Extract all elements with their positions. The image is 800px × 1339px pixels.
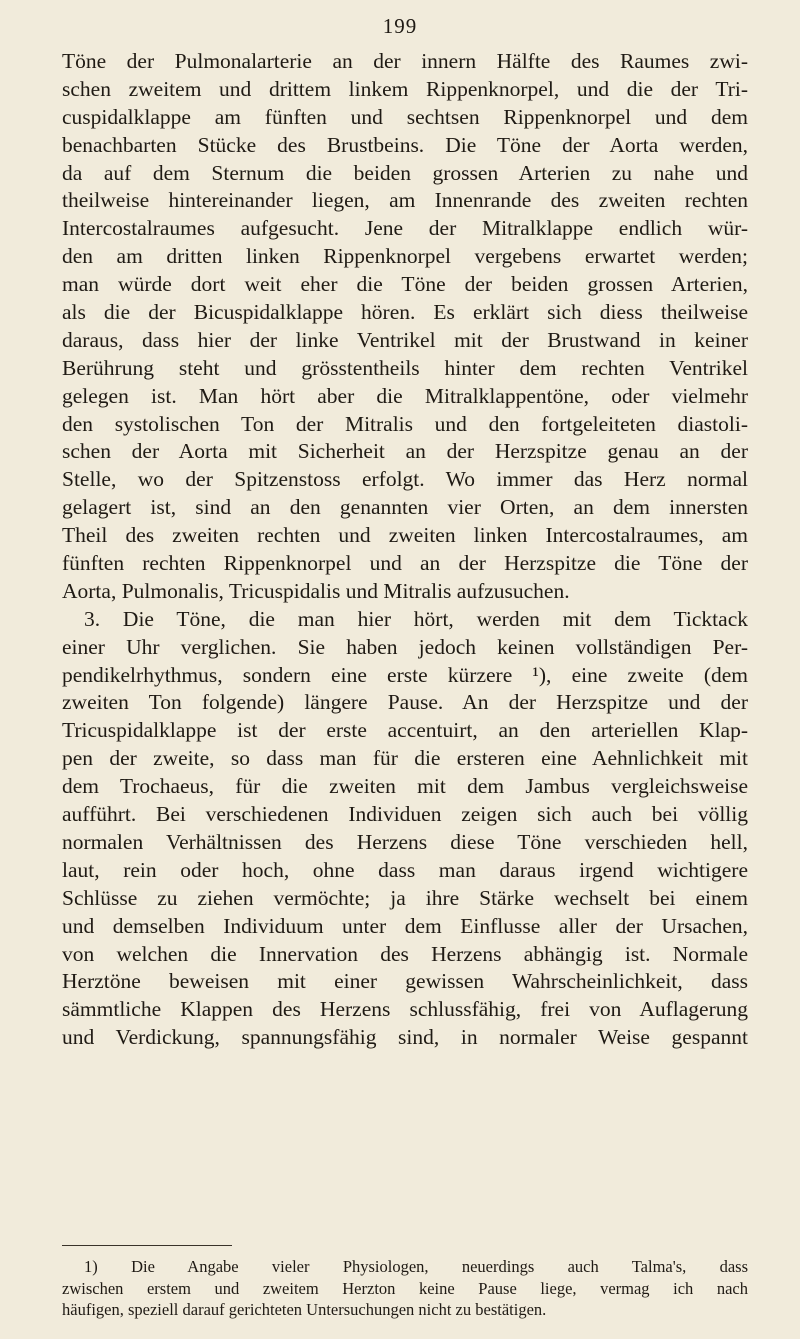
text-line: benachbarten Stücke des Brustbeins. Die Töne der Aorta werden, bbox=[62, 132, 748, 157]
body-text bbox=[62, 48, 748, 1052]
footnote-line: zwischen erstem und zweitem Herzton keine Pause liege, vermag ich nach bbox=[62, 1278, 748, 1298]
text-line: Theil des zweiten rechten und zweiten linken Intercostalraumes, am bbox=[62, 523, 748, 548]
text-line: Stelle, wo der Spitzenstoss erfolgt. Wo immer das Herz normal bbox=[62, 467, 748, 492]
text-line: Aorta, Pulmonalis, Tricuspidalis und Mitralis aufzusuchen. bbox=[62, 578, 570, 603]
text-line: sämmtliche Klappen des Herzens schlussfähig, frei von Auflagerung bbox=[62, 997, 748, 1022]
text-line: Tricuspidalklappe ist der erste accentuirt, an den arteriellen Klap- bbox=[62, 718, 748, 743]
text-line: den am dritten linken Rippenknorpel vergebens erwartet werden; bbox=[62, 244, 748, 269]
text-line: dem Trochaeus, für die zweiten mit dem Jambus vergleichsweise bbox=[62, 774, 748, 799]
text-line: man würde dort weit eher die Töne der beiden grossen Arterien, bbox=[62, 272, 748, 297]
text-line: 3. Die Töne, die man hier hört, werden mit dem Ticktack bbox=[84, 606, 748, 631]
footnote bbox=[62, 1256, 748, 1321]
text-line: pendikelrhythmus, sondern eine erste kürzere ¹), eine zweite (dem bbox=[62, 662, 748, 687]
text-line: von welchen die Innervation des Herzens abhängig ist. Normale bbox=[62, 941, 748, 966]
text-line: laut, rein oder hoch, ohne dass man daraus irgend wichtigere bbox=[62, 857, 748, 882]
text-line: zweiten Ton folgende) längere Pause. An der Herzspitze und der bbox=[62, 690, 748, 715]
text-line: und Verdickung, spannungsfähig sind, in normaler Weise gespannt bbox=[62, 1025, 748, 1050]
text-line: fünften rechten Rippenknorpel und an der Herzspitze die Töne der bbox=[62, 551, 748, 576]
text-line: pen der zweite, so dass man für die ersteren eine Aehnlichkeit mit bbox=[62, 746, 748, 771]
text-line: cuspidalklappe am fünften und sechtsen Rippenknorpel und dem bbox=[62, 104, 748, 129]
text-line: Intercostalraumes aufgesucht. Jene der Mitralklappe endlich wür- bbox=[62, 216, 748, 241]
text-line: und demselben Individuum unter dem Einflusse aller der Ursachen, bbox=[62, 913, 748, 938]
text-line: Berührung steht und grösstentheils hinter dem rechten Ventrikel bbox=[62, 355, 748, 380]
text-line: gelagert ist, sind an den genannten vier Orten, an dem innersten bbox=[62, 495, 748, 520]
text-line: Töne der Pulmonalarterie an der innern Hälfte des Raumes zwi- bbox=[62, 49, 748, 73]
footnote-line: häufigen, speziell darauf gerichteten Untersuchungen nicht zu bestätigen. bbox=[62, 1300, 547, 1319]
text-line: da auf dem Sternum die beiden grossen Arterien zu nahe und bbox=[62, 160, 748, 185]
text-line: daraus, dass hier der linke Ventrikel mit der Brustwand in keiner bbox=[62, 327, 748, 352]
text-line: Schlüsse zu ziehen vermöchte; ja ihre Stärke wechselt bei einem bbox=[62, 885, 748, 910]
footnote-divider bbox=[62, 1245, 232, 1246]
text-line: Herztöne beweisen mit einer gewissen Wahrscheinlichkeit, dass bbox=[62, 969, 748, 994]
text-line: den systolischen Ton der Mitralis und den fortgeleiteten diastoli- bbox=[62, 411, 748, 436]
text-line: gelegen ist. Man hört aber die Mitralklappentöne, oder vielmehr bbox=[62, 383, 748, 408]
text-line: aufführt. Bei verschiedenen Individuen zeigen sich auch bei völlig bbox=[62, 802, 748, 827]
text-line: als die der Bicuspidalklappe hören. Es erklärt sich diess theilweise bbox=[62, 300, 748, 325]
text-line: normalen Verhältnissen des Herzens diese Töne verschieden hell, bbox=[62, 829, 748, 854]
text-line: theilweise hintereinander liegen, am Innenrande des zweiten rechten bbox=[62, 188, 748, 213]
page-number: 199 bbox=[382, 14, 418, 38]
footnote-line: 1) Die Angabe vieler Physiologen, neuerdings auch Talma's, dass bbox=[84, 1257, 748, 1276]
text-line: einer Uhr verglichen. Sie haben jedoch keinen vollständigen Per- bbox=[62, 634, 748, 659]
text-line: schen zweitem und drittem linkem Rippenknorpel, und die der Tri- bbox=[62, 76, 748, 101]
text-line: schen der Aorta mit Sicherheit an der Herzspitze genau an der bbox=[62, 439, 748, 464]
